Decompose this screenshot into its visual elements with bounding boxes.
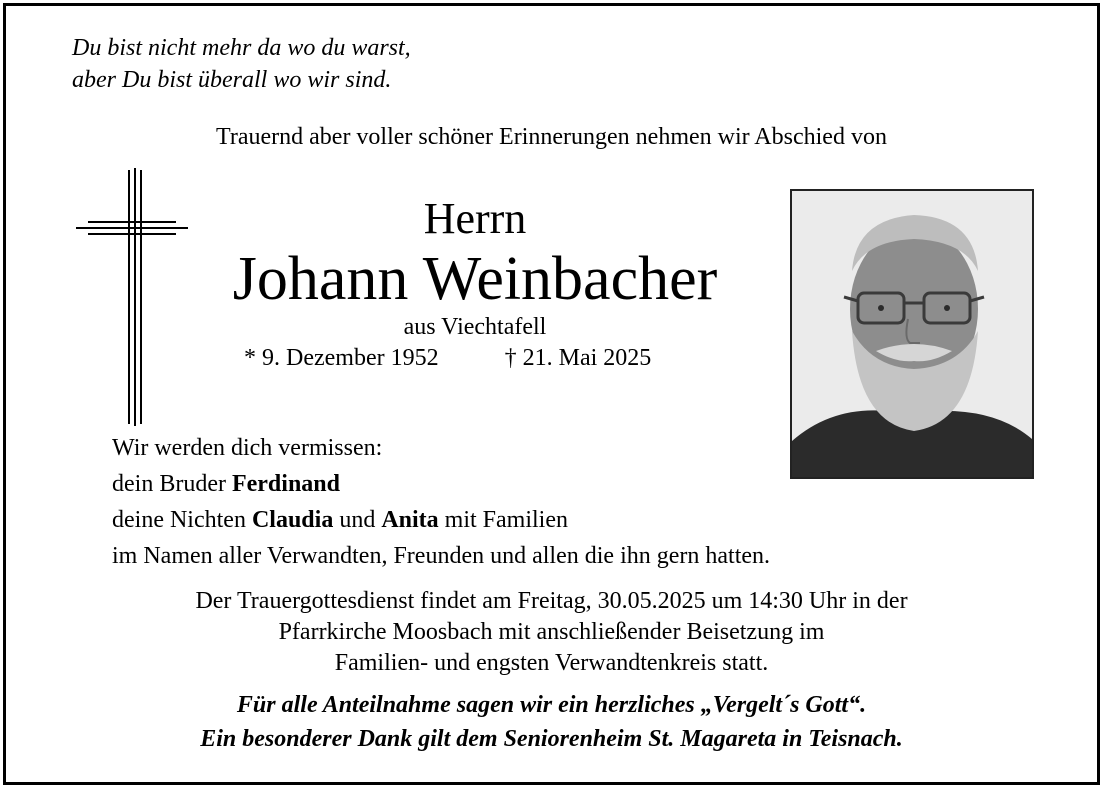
niece-name-2: Anita [381,507,439,533]
family-line-2-prefix: dein Bruder [112,471,232,497]
obituary-notice [3,3,1100,785]
salutation: Herrn [423,194,527,243]
birth-date: * 9. Dezember 1952 [244,345,439,371]
brother-name: Ferdinand [231,471,340,497]
family-section [112,430,770,574]
service-line-2: Pfarrkirche Moosbach mit anschließender Beisetzung im [278,619,825,645]
death-date: † 21. Mai 2025 [504,345,652,371]
niece-name-1: Claudia [251,507,334,533]
family-line-2 [112,466,770,502]
service-line-1: Der Trauergottesdienst findet am Freitag, 30.05.2025 um 14:30 Uhr in der [195,588,908,614]
thanks-line-1: Für alle Anteilnahme sagen wir ein herzliches „Vergelt´s Gott“. [236,692,867,718]
quote-line-1: Du bist nicht mehr da wo du warst, [72,35,411,61]
family-line-4: im Namen aller Verwandten, Freunden und allen die ihn gern hatten. [112,543,771,569]
deceased-name: Johann Weinbacher [232,245,718,313]
family-line-1: Wir werden dich vermissen: [112,435,383,461]
service-info [6,586,1097,679]
family-line-3-mid: und [333,507,382,533]
family-line-3-prefix: deine Nichten [112,507,252,533]
family-line-3 [112,502,770,538]
life-dates [244,345,651,372]
quote-line-2: aber Du bist überall wo wir sind. [72,67,392,93]
thanks-line-2: Ein besonderer Dank gilt dem Seniorenheim St. Magareta in Teisnach. [200,726,903,752]
thanks-section [6,688,1097,756]
intro-text: Trauernd aber voller schöner Erinnerungen nehmen wir Abschied von [216,124,887,150]
origin: aus Viechtafell [403,314,547,340]
family-line-3-suffix: mit Familien [438,507,568,533]
service-line-3: Familien- und engsten Verwandtenkreis statt. [334,650,769,676]
portrait-photo [790,189,1034,479]
